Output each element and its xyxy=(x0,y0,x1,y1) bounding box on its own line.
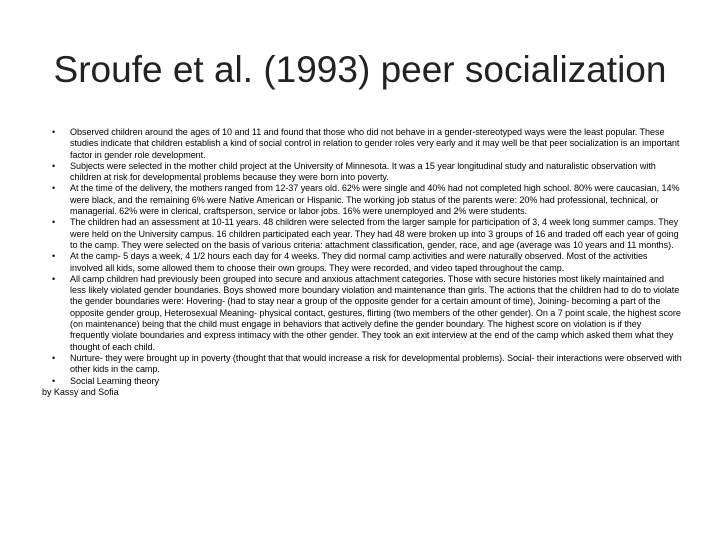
bullet-icon: • xyxy=(52,183,56,194)
bullet-text: At the camp- 5 days a week, 4 1/2 hours each day for 4 weeks. They did normal camp activities and were naturally observed. Most of the activities involved all kids, some allowed them to choose their own groups. They were recorded, and video taped throughout the camp. xyxy=(70,251,648,273)
bullet-item xyxy=(42,127,682,161)
bullet-item xyxy=(42,274,682,353)
bullet-text: Observed children around the ages of 10 and 11 and found that those who did not behave in a gender-stereotyped ways were the least popular. These studies indicate that children establish a kind of social control in relation to gender roles very early and it may well be that peer socialization is an important factor in gender role development. xyxy=(70,127,680,160)
bullet-icon: • xyxy=(52,352,56,363)
bullet-text: Social Learning theory xyxy=(70,375,159,386)
bullet-icon: • xyxy=(52,127,56,137)
bullet-item xyxy=(42,353,682,376)
bullet-item xyxy=(42,161,682,184)
bullet-icon: • xyxy=(52,375,56,386)
bullet-icon: • xyxy=(52,160,56,171)
bullet-item xyxy=(42,376,682,387)
bullet-text: Subjects were selected in the mother child project at the University of Minnesota. It was a 15 year longitudinal study and naturalistic observation with children at risk for developmental problems because they were born into poverty. xyxy=(70,160,656,183)
bullet-item xyxy=(42,183,682,217)
slide-title: Sroufe et al. (1993) peer socialization xyxy=(53,49,667,90)
bullet-text: The children had an assessment at 10-11 years. 48 children were selected from the larger sample for participation of 3, 4 week long summer camps. They were held on the University campus. 16 children participated each year. They had 48 were broken up into 3 groups of 16 and traded off each year of going to the camp. They were selected on the basis of various criteria: attachment classification, gender, race, and age (average was 10 years and 11 months). xyxy=(70,217,679,250)
author-byline: by Kassy and Sofia xyxy=(42,386,119,397)
bullet-item xyxy=(42,251,682,274)
bullet-icon: • xyxy=(52,273,56,284)
bullet-text: At the time of the delivery, the mothers ranged from 12-37 years old. 62% were single and 40% had not completed high school. 80% were caucasian, 14% were black, and the remaining 6% were Native American or Hispanic. The working job status of the parents were: 20% had professional, technical, or managerial. 62% were in clerical, craftsperson, service or labor jobs. 16% were unemployed and 2% were students. xyxy=(70,183,680,217)
bullet-text: All camp children had previously been grouped into secure and anxious attachment categories. Those with secure histories most likely maintained and less likely violated gender boundaries. Boys showed more boundary violation and maintenance than girls. The actions that the children had to do to violate the gender boundaries were: Hovering- (had to stay near a group of the opposite gender for a certain amount of time), Joining- becoming a part of the opposite gender group, Heterosexual Meaning- physical contact, gestures, flirting (two members of the other gender). On a 7 point scale, the highest score (on maintenance) being that the child must engage in behaviors that actively define the gender boundary. The highest score on violation is if they frequently violate boundaries and express intimacy with the other gender. They took an exit interview at the end of the camp which asked them what they thought of each child. xyxy=(70,273,681,352)
bullet-icon: • xyxy=(52,217,56,228)
slide-content xyxy=(42,127,682,398)
bullet-icon: • xyxy=(52,251,56,262)
bullet-item xyxy=(42,217,682,251)
bullet-text: Nurture- they were brought up in poverty (thought that that would increase a risk for developmental problems). Social- their interactions were observed with other kids in the camp. xyxy=(70,352,682,375)
